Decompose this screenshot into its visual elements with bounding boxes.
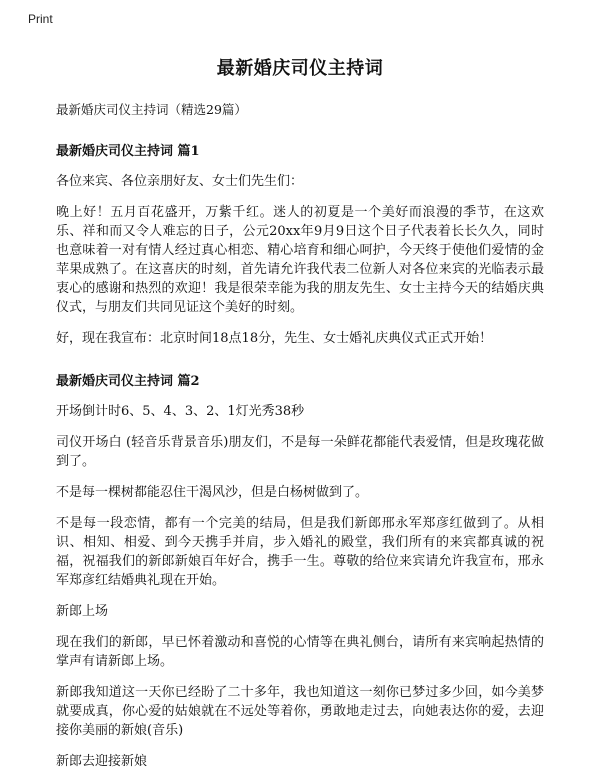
section-heading: 最新婚庆司仪主持词 篇2	[56, 374, 200, 389]
page-title: 最新婚庆司仪主持词	[216, 58, 384, 79]
paragraph: 好，现在我宣布：北京时间18点18分，先生、女士婚礼庆典仪式正式开始！	[56, 331, 493, 346]
paragraph: 不是每一棵树都能忍住干渴风沙，但是白杨树做到了。	[56, 485, 369, 500]
document-subtitle: 最新婚庆司仪主持词（精选29篇）	[56, 102, 247, 117]
section-1	[56, 140, 544, 348]
print-link[interactable]: Print	[28, 12, 53, 26]
paragraph: 各位来宾、各位亲朋好友、女士们先生们：	[56, 174, 304, 189]
section-2	[56, 370, 544, 771]
paragraph: 新郎上场	[56, 604, 109, 619]
paragraph: 新郎我知道这一天你已经盼了二十多年，我也知道这一刻你已梦过多少回，如今美梦就要成真，你心爱的姑娘就在不远处等着你，勇敢地走过去，向她表达你的爱，去迎接你美丽的新娘(音乐)	[56, 685, 544, 738]
paragraph: 现在我们的新郎，早已怀着激动和喜悦的心情等在典礼侧台，请所有来宾响起热情的掌声有请新郎上场。	[56, 635, 544, 669]
paragraph: 司仪开场白 (轻音乐背景音乐)朋友们，不是每一朵鲜花都能代表爱情，但是玫瑰花做到了。	[56, 435, 544, 469]
paragraph: 不是每一段恋情，都有一个完美的结局，但是我们新郎邢永军郑彦红做到了。从相识、相知、相爱、到今天携手并肩，步入婚礼的殿堂，我们所有的来宾都真诚的祝福，祝福我们的新郎新娘百年好合，携手一生。尊敬的给位来宾请允许我宣布，邢永军郑彦红结婚典礼现在开始。	[56, 516, 544, 588]
paragraph: 晚上好！五月百花盛开，万紫千红。迷人的初夏是一个美好而浪漫的季节，在这欢乐、祥和而又令人难忘的日子，公元20xx年9月9日这个日子代表着长长久久，同时也意味着一对有情人经过真心相恋、精心培育和细心呵护，今天终于使他们爱情的金苹果成熟了。在这喜庆的时刻，首先请允许我代表二位新人对各位来宾的光临表示最衷心的感谢和热烈的欢迎！我是很荣幸能为我的朋友先生、女士主持今天的结婚庆典仪式，与朋友们共同见证这个美好的时刻。	[56, 205, 544, 315]
paragraph: 开场倒计时6、5、4、3、2、1灯光秀38秒	[56, 404, 305, 419]
section-heading: 最新婚庆司仪主持词 篇1	[56, 144, 200, 159]
paragraph: 新郎去迎接新娘	[56, 754, 148, 769]
